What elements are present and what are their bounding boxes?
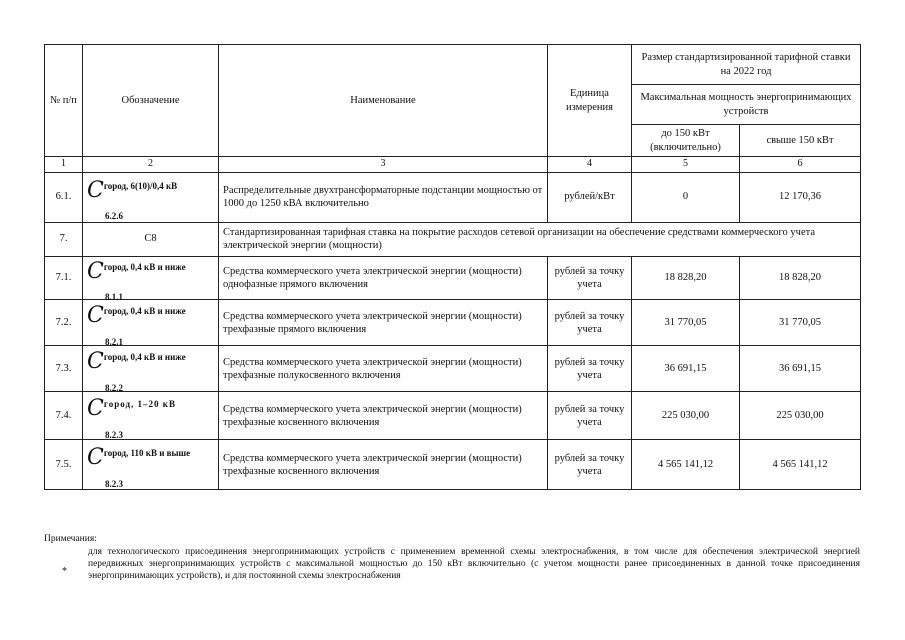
notes-section	[44, 534, 860, 583]
tariff-symbol	[83, 300, 219, 346]
index-cell: 6	[740, 157, 861, 173]
row-unit: рублей за точку учета	[548, 256, 632, 300]
symbol-subscript: 8.2.3	[105, 429, 123, 440]
row-name: Стандартизированная тарифная ставка на покрытие расходов сетевой организации на обеспечение средствами коммерческого учета электрической энергии (мощности)	[219, 222, 861, 256]
tariff-table	[44, 44, 861, 490]
row-value-over-150: 12 170,36	[740, 172, 861, 222]
notes-text: для технологического присоединения энергопринимающих устройств с применением временной схемы электроснабжения, в том числе для обеспечения электрической энергией передвижных энергопринимающих устройств с максимальной мощностью до 150 кВт включительно (с учетом мощности ранее присоединенных в данной точке присоединения энергопринимающих устройств), и для постоянной схемы электроснабжения	[88, 546, 860, 581]
table-row	[45, 346, 861, 392]
row-number: 7.	[45, 222, 83, 256]
row-unit: рублей за точку учета	[548, 392, 632, 440]
tariff-symbol	[83, 440, 219, 490]
symbol-superscript: город, 0,4 кВ и ниже	[103, 352, 186, 363]
header-name: Наименование	[219, 45, 548, 157]
table-row	[45, 256, 861, 300]
row-number: 7.2.	[45, 300, 83, 346]
tariff-symbol	[83, 172, 219, 222]
symbol-subscript: 8	[151, 233, 157, 245]
header-rate-size: Размер стандартизированной тарифной ставки на 2022 год	[632, 45, 861, 85]
row-value-up-to-150: 0	[632, 172, 740, 222]
tariff-symbol	[83, 346, 219, 392]
row-number: 7.5.	[45, 440, 83, 490]
row-unit: рублей за точку учета	[548, 300, 632, 346]
row-name: Средства коммерческого учета электрической энергии (мощности) однофазные прямого включения	[219, 256, 548, 300]
symbol-main: C	[87, 445, 104, 471]
row-unit: рублей/кВт	[548, 172, 632, 222]
symbol-superscript: город, 110 кВ и выше	[103, 448, 191, 459]
index-cell: 4	[548, 157, 632, 173]
index-row	[45, 157, 861, 173]
symbol-superscript: город, 0,4 кВ и ниже	[103, 261, 186, 272]
row-name: Средства коммерческого учета электрической энергии (мощности) трехфазные косвенного включения	[219, 392, 548, 440]
symbol-superscript: город, 6(10)/0,4 кВ	[103, 180, 178, 191]
row-value-over-150: 31 770,05	[740, 300, 861, 346]
symbol-subscript: 6.2.6	[105, 211, 123, 222]
row-name: Распределительные двухтрансформаторные подстанции мощностью от 1000 до 1250 кВА включительно	[219, 172, 548, 222]
tariff-symbol	[83, 392, 219, 440]
row-value-up-to-150: 225 030,00	[632, 392, 740, 440]
row-number: 7.3.	[45, 346, 83, 392]
row-value-over-150: 4 565 141,12	[740, 440, 861, 490]
header-designation: Обозначение	[83, 45, 219, 157]
row-unit: рублей за точку учета	[548, 346, 632, 392]
index-cell: 2	[83, 157, 219, 173]
table-row	[45, 440, 861, 490]
symbol-superscript: город, 1–20 кВ	[103, 399, 176, 410]
notes-heading: Примечания:	[44, 534, 97, 544]
row-number: 6.1.	[45, 172, 83, 222]
symbol-subscript: 8.2.3	[105, 478, 123, 489]
index-cell: 3	[219, 157, 548, 173]
header-unit: Единица измерения	[548, 45, 632, 157]
row-value-up-to-150: 4 565 141,12	[632, 440, 740, 490]
row-value-over-150: 18 828,20	[740, 256, 861, 300]
row-name: Средства коммерческого учета электрической энергии (мощности) трехфазные прямого включения	[219, 300, 548, 346]
symbol-subscript: 8.2.1	[105, 336, 123, 347]
symbol-subscript: 8.1.1	[105, 292, 123, 302]
row-value-up-to-150: 31 770,05	[632, 300, 740, 346]
header-max-power: Максимальная мощность энергопринимающих устройств	[632, 85, 861, 125]
table-row	[45, 222, 861, 256]
row-value-up-to-150: 18 828,20	[632, 256, 740, 300]
row-unit: рублей за точку учета	[548, 440, 632, 490]
tariff-symbol	[83, 222, 219, 256]
symbol-main: C	[87, 396, 104, 422]
header-col6: свыше 150 кВт	[740, 125, 861, 157]
row-name: Средства коммерческого учета электрической энергии (мощности) трехфазные косвенного включения	[219, 440, 548, 490]
row-value-up-to-150: 36 691,15	[632, 346, 740, 392]
header-num: № п/п	[45, 45, 83, 157]
symbol-main: C	[87, 349, 104, 375]
tariff-symbol	[83, 256, 219, 300]
row-number: 7.1.	[45, 256, 83, 300]
header-col5: до 150 кВт (включительно)	[632, 125, 740, 157]
symbol-main: C	[87, 177, 104, 203]
symbol-main: C	[144, 233, 152, 245]
symbol-subscript: 8.2.2	[105, 382, 123, 393]
index-cell: 1	[45, 157, 83, 173]
index-cell: 5	[632, 157, 740, 173]
row-value-over-150: 225 030,00	[740, 392, 861, 440]
row-number: 7.4.	[45, 392, 83, 440]
footnote-marker: *	[62, 566, 67, 577]
symbol-main: C	[87, 303, 104, 329]
table-row	[45, 392, 861, 440]
row-name: Средства коммерческого учета электрической энергии (мощности) трехфазные полукосвенного включения	[219, 346, 548, 392]
table-row	[45, 300, 861, 346]
symbol-main: C	[87, 258, 104, 284]
symbol-superscript: город, 0,4 кВ и ниже	[103, 306, 186, 317]
table-row	[45, 172, 861, 222]
row-value-over-150: 36 691,15	[740, 346, 861, 392]
